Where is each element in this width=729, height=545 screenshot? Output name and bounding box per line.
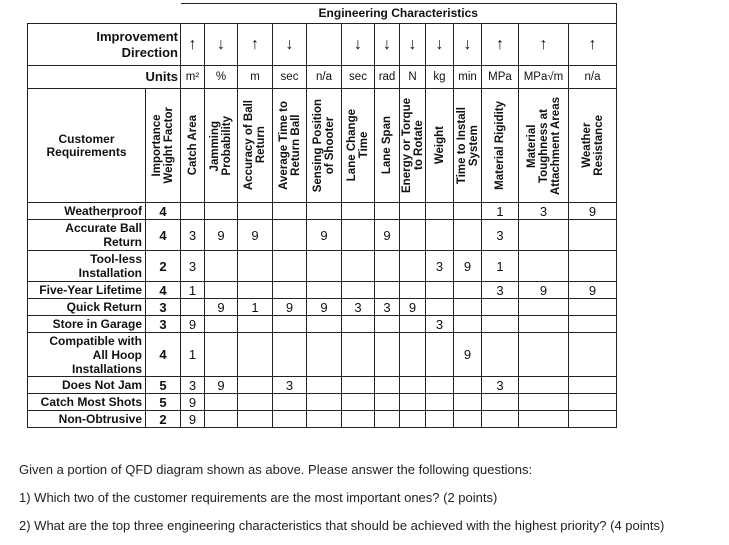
characteristic-header-label: Lane Span: [381, 116, 393, 175]
header-row: [28, 89, 617, 203]
unit-cell: MPa√m: [519, 66, 569, 89]
characteristic-header-wrap: [569, 89, 616, 202]
relationship-cell: 9: [181, 411, 205, 428]
characteristic-header: [454, 89, 482, 203]
relationship-cell: [342, 203, 375, 220]
relationship-cell: [454, 377, 482, 394]
requirement-name: Five-Year Lifetime: [28, 282, 146, 299]
relationship-cell: [400, 377, 426, 394]
importance-weight-header: [146, 89, 181, 203]
relationship-cell: 3: [426, 251, 454, 282]
characteristic-header-label: Time to Install System: [455, 106, 480, 185]
characteristic-header: [569, 89, 617, 203]
down-arrow-icon: ↓: [342, 24, 375, 66]
relationship-cell: 9: [375, 220, 400, 251]
characteristic-header-label: Material Rigidity: [494, 101, 506, 190]
relationship-cell: [375, 377, 400, 394]
relationship-cell: [569, 394, 617, 411]
characteristic-header: [273, 89, 307, 203]
characteristic-header-wrap: [400, 89, 425, 202]
relationship-cell: 9: [238, 220, 273, 251]
up-arrow-icon: ↑: [519, 24, 569, 66]
relationship-cell: [519, 316, 569, 333]
importance-weight: 2: [146, 251, 181, 282]
relationship-cell: [273, 394, 307, 411]
relationship-cell: [205, 316, 238, 333]
unit-cell: min: [454, 66, 482, 89]
characteristic-header: [426, 89, 454, 203]
characteristic-header-label: Material Toughness at Attachment Areas: [525, 96, 562, 195]
relationship-cell: [307, 203, 342, 220]
relationship-cell: [273, 251, 307, 282]
relationship-cell: [454, 203, 482, 220]
unit-cell: m: [238, 66, 273, 89]
unit-cell: N: [400, 66, 426, 89]
relationship-cell: [426, 394, 454, 411]
relationship-cell: 3: [426, 316, 454, 333]
relationship-cell: [375, 316, 400, 333]
relationship-cell: 3: [342, 299, 375, 316]
relationship-cell: [238, 251, 273, 282]
relationship-cell: [400, 203, 426, 220]
characteristic-header-wrap: [342, 89, 374, 202]
requirement-name: Accurate Ball Return: [28, 220, 146, 251]
relationship-cell: 9: [307, 220, 342, 251]
relationship-cell: [375, 203, 400, 220]
relationship-cell: 3: [181, 377, 205, 394]
importance-weight: 3: [146, 316, 181, 333]
relationship-cell: [205, 282, 238, 299]
relationship-cell: [454, 282, 482, 299]
relationship-cell: [454, 316, 482, 333]
requirement-name: Quick Return: [28, 299, 146, 316]
corner-blank: [28, 4, 181, 24]
relationship-cell: [454, 299, 482, 316]
relationship-cell: 1: [181, 333, 205, 377]
relationship-cell: 9: [307, 299, 342, 316]
relationship-cell: [426, 282, 454, 299]
relationship-cell: 9: [273, 299, 307, 316]
relationship-cell: [205, 411, 238, 428]
requirement-row: [28, 316, 617, 333]
importance-weight: 5: [146, 377, 181, 394]
relationship-cell: [307, 394, 342, 411]
relationship-cell: [342, 394, 375, 411]
characteristic-header-wrap: [454, 89, 481, 202]
requirement-name: Compatible with All Hoop Installations: [28, 333, 146, 377]
relationship-cell: [454, 394, 482, 411]
characteristic-header-label: Weight: [433, 126, 446, 165]
relationship-cell: [307, 377, 342, 394]
characteristic-header-label: Weather Resistance: [580, 115, 605, 176]
relationship-cell: 1: [181, 282, 205, 299]
down-arrow-icon: ↓: [426, 24, 454, 66]
down-arrow-icon: ↓: [400, 24, 426, 66]
relationship-cell: 1: [482, 203, 519, 220]
relationship-cell: [273, 316, 307, 333]
relationship-cell: [569, 251, 617, 282]
relationship-cell: [426, 333, 454, 377]
requirement-row: [28, 377, 617, 394]
importance-weight: 4: [146, 203, 181, 220]
characteristic-header-label: Jamming Probability: [209, 115, 233, 176]
characteristic-header-wrap: [205, 89, 237, 202]
characteristic-header-wrap: [307, 89, 341, 202]
characteristic-header: [482, 89, 519, 203]
importance-weight: 5: [146, 394, 181, 411]
relationship-cell: [273, 282, 307, 299]
relationship-cell: [400, 282, 426, 299]
characteristic-header-wrap: [238, 89, 272, 202]
up-arrow-icon: ↑: [569, 24, 617, 66]
relationship-cell: [482, 316, 519, 333]
unit-cell: m²: [181, 66, 205, 89]
characteristic-header-label: Energy or Torque to Rotate: [400, 98, 425, 193]
relationship-cell: [342, 251, 375, 282]
relationship-cell: [400, 251, 426, 282]
down-arrow-icon: ↓: [205, 24, 238, 66]
down-arrow-icon: ↓: [273, 24, 307, 66]
relationship-cell: [238, 411, 273, 428]
relationship-cell: [307, 333, 342, 377]
relationship-cell: 9: [181, 394, 205, 411]
characteristic-header: [375, 89, 400, 203]
unit-cell: %: [205, 66, 238, 89]
requirement-name: Non-Obtrusive: [28, 411, 146, 428]
relationship-cell: [400, 316, 426, 333]
requirement-name: Weatherproof: [28, 203, 146, 220]
relationship-cell: 9: [569, 282, 617, 299]
relationship-cell: [426, 203, 454, 220]
relationship-cell: [569, 299, 617, 316]
relationship-cell: [205, 333, 238, 377]
relationship-cell: 9: [205, 377, 238, 394]
characteristic-header: [400, 89, 426, 203]
relationship-cell: [375, 394, 400, 411]
relationship-cell: [181, 203, 205, 220]
relationship-cell: [273, 411, 307, 428]
relationship-cell: [482, 333, 519, 377]
relationship-cell: [238, 282, 273, 299]
down-arrow-icon: ↓: [375, 24, 400, 66]
qfd-diagram: [27, 3, 617, 428]
relationship-cell: [375, 251, 400, 282]
relationship-cell: [238, 377, 273, 394]
unit-cell: rad: [375, 66, 400, 89]
direction-row: [28, 24, 617, 66]
relationship-cell: [375, 333, 400, 377]
relationship-cell: [519, 394, 569, 411]
relationship-cell: [238, 316, 273, 333]
unit-cell: n/a: [307, 66, 342, 89]
questions-intro: Given a portion of QFD diagram shown as above. Please answer the following questions:: [19, 462, 533, 477]
requirement-row: [28, 394, 617, 411]
relationship-cell: 3: [482, 282, 519, 299]
characteristic-header-label: Accuracy of Ball Return: [243, 100, 267, 191]
relationship-cell: [482, 299, 519, 316]
relationship-cell: [426, 299, 454, 316]
questions-section: [19, 462, 664, 534]
up-arrow-icon: ↑: [181, 24, 205, 66]
improvement-direction-label: Improvement Direction: [28, 24, 181, 66]
importance-weight: 4: [146, 282, 181, 299]
importance-weight: 3: [146, 299, 181, 316]
characteristic-header: [342, 89, 375, 203]
relationship-cell: [342, 377, 375, 394]
relationship-cell: [519, 377, 569, 394]
relationship-cell: [342, 333, 375, 377]
relationship-cell: 9: [454, 333, 482, 377]
relationship-cell: [400, 394, 426, 411]
relationship-cell: [342, 220, 375, 251]
requirement-row: [28, 220, 617, 251]
up-arrow-icon: ↑: [482, 24, 519, 66]
requirement-row: [28, 203, 617, 220]
relationship-cell: [400, 333, 426, 377]
relationship-cell: [569, 411, 617, 428]
relationship-cell: [342, 282, 375, 299]
relationship-cell: [426, 377, 454, 394]
characteristic-header-wrap: [181, 89, 204, 202]
relationship-cell: 9: [454, 251, 482, 282]
unit-cell: MPa: [482, 66, 519, 89]
relationship-cell: [238, 333, 273, 377]
relationship-cell: [519, 220, 569, 251]
relationship-cell: [342, 411, 375, 428]
importance-weight: 4: [146, 220, 181, 251]
requirement-name: Does Not Jam: [28, 377, 146, 394]
requirement-row: [28, 251, 617, 282]
requirement-row: [28, 282, 617, 299]
relationship-cell: [307, 411, 342, 428]
relationship-cell: 3: [375, 299, 400, 316]
relationship-cell: 1: [238, 299, 273, 316]
relationship-cell: [569, 333, 617, 377]
requirement-name: Catch Most Shots: [28, 394, 146, 411]
relationship-cell: 3: [181, 220, 205, 251]
unit-cell: n/a: [569, 66, 617, 89]
relationship-cell: [519, 299, 569, 316]
relationship-cell: [375, 282, 400, 299]
relationship-cell: [273, 333, 307, 377]
relationship-cell: 1: [482, 251, 519, 282]
requirement-name: Tool-less Installation: [28, 251, 146, 282]
relationship-cell: [238, 203, 273, 220]
relationship-cell: [205, 394, 238, 411]
relationship-cell: [181, 299, 205, 316]
importance-weight-header-label: Importance Weight Factor: [151, 107, 175, 184]
relationship-cell: 3: [482, 377, 519, 394]
question-2: 2) What are the top three engineering characteristics that should be achieved with the highest priority? (4 points): [19, 518, 665, 533]
relationship-cell: [273, 220, 307, 251]
characteristic-header-label: Lane Change Time: [346, 109, 370, 182]
characteristic-header-wrap: [273, 89, 306, 202]
requirement-name: Store in Garage: [28, 316, 146, 333]
relationship-cell: 9: [400, 299, 426, 316]
characteristic-header: [519, 89, 569, 203]
direction-empty: [307, 24, 342, 66]
relationship-cell: [519, 333, 569, 377]
relationship-cell: [454, 220, 482, 251]
characteristic-header-wrap: [519, 89, 568, 202]
customer-requirements-header: Customer Requirements: [28, 89, 146, 203]
relationship-cell: [238, 394, 273, 411]
relationship-cell: [454, 411, 482, 428]
importance-weight: 2: [146, 411, 181, 428]
relationship-cell: 9: [569, 203, 617, 220]
characteristic-header-label: Catch Area: [186, 115, 199, 176]
characteristic-header-wrap: [482, 89, 518, 202]
down-arrow-icon: ↓: [454, 24, 482, 66]
characteristic-header-wrap: [426, 89, 453, 202]
units-label: Units: [28, 66, 181, 89]
relationship-cell: [426, 411, 454, 428]
relationship-cell: [569, 220, 617, 251]
relationship-cell: 3: [273, 377, 307, 394]
relationship-cell: [569, 316, 617, 333]
relationship-cell: [426, 220, 454, 251]
relationship-cell: 9: [181, 316, 205, 333]
relationship-cell: [400, 411, 426, 428]
unit-cell: kg: [426, 66, 454, 89]
characteristic-header-label: Average Time to Return Ball: [277, 101, 302, 190]
relationship-cell: [519, 251, 569, 282]
relationship-cell: [482, 394, 519, 411]
up-arrow-icon: ↑: [238, 24, 273, 66]
relationship-cell: [205, 251, 238, 282]
relationship-cell: [569, 377, 617, 394]
unit-cell: sec: [342, 66, 375, 89]
relationship-cell: 9: [205, 299, 238, 316]
relationship-cell: 3: [181, 251, 205, 282]
requirement-row: [28, 411, 617, 428]
relationship-cell: [307, 251, 342, 282]
characteristic-header-wrap: [375, 89, 399, 202]
relationship-cell: 9: [205, 220, 238, 251]
relationship-cell: 3: [519, 203, 569, 220]
requirement-row: [28, 299, 617, 316]
relationship-cell: 3: [482, 220, 519, 251]
relationship-cell: [400, 220, 426, 251]
engineering-characteristics-title: Engineering Characteristics: [181, 4, 617, 24]
relationship-cell: [307, 316, 342, 333]
importance-weight-header-wrap: [146, 89, 180, 202]
relationship-cell: [205, 203, 238, 220]
characteristic-header: [181, 89, 205, 203]
importance-weight: 4: [146, 333, 181, 377]
characteristic-header-label: Sensing Position of Shooter: [312, 98, 336, 193]
relationship-cell: 9: [519, 282, 569, 299]
relationship-cell: [375, 411, 400, 428]
question-1: 1) Which two of the customer requirements are the most important ones? (2 points): [19, 490, 498, 505]
characteristic-header: [307, 89, 342, 203]
relationship-cell: [307, 282, 342, 299]
relationship-cell: [519, 411, 569, 428]
unit-cell: sec: [273, 66, 307, 89]
units-row: [28, 66, 617, 89]
requirement-row: [28, 333, 617, 377]
relationship-cell: [482, 411, 519, 428]
characteristic-header: [238, 89, 273, 203]
characteristic-header: [205, 89, 238, 203]
relationship-cell: [342, 316, 375, 333]
title-row: [28, 4, 617, 24]
relationship-cell: [273, 203, 307, 220]
